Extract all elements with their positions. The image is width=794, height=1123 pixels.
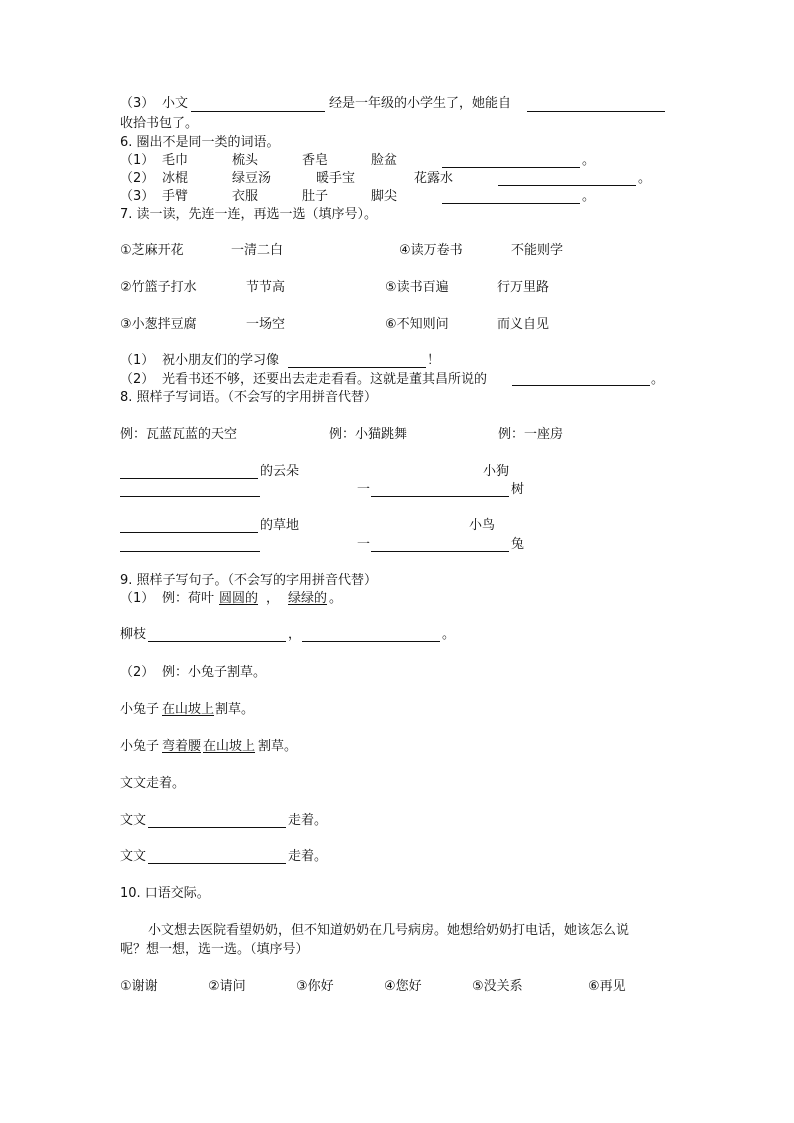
q5-item3-text-a: 小文 xyxy=(162,96,189,111)
q6-row3-word: 肚子 xyxy=(302,189,329,204)
q7-s2-end: 。 xyxy=(651,372,665,387)
q8-cloud: 的云朵 xyxy=(260,464,300,479)
q6-row1-word: 毛巾 xyxy=(162,153,189,168)
q6-row3-word: 手臂 xyxy=(162,189,189,204)
q10-option: ③你好 xyxy=(296,979,334,994)
q7-match-right: 一场空 xyxy=(246,317,286,332)
q9-s2-underlined: 在山坡上 xyxy=(162,702,215,717)
q9-e1-comma: ， xyxy=(266,591,280,606)
answer-blank[interactable] xyxy=(302,641,440,642)
q8-grass: 的草地 xyxy=(260,518,300,533)
q9-e1-pre: 例：荷叶 xyxy=(162,591,215,606)
answer-blank[interactable] xyxy=(527,111,665,112)
q6-row3-num: （3） xyxy=(120,189,155,204)
q8-title: 8. 照样子写词语。（不会写的字用拼音代替） xyxy=(120,390,378,405)
q8-tree: 树 xyxy=(511,482,525,497)
q5-item3-num: （3） xyxy=(120,96,155,111)
q9-wenwen: 文文 xyxy=(120,813,147,828)
q8-example2: 例：小猫跳舞 xyxy=(329,427,408,442)
q9-period: 。 xyxy=(442,627,456,642)
q9-wenwen-walk: 文文走着。 xyxy=(120,776,186,791)
q7-match-left: ⑤读书百遍 xyxy=(385,280,449,295)
q6-row2-num: （2） xyxy=(120,171,155,186)
q5-item3-text-b: 经是一年级的小学生了，她能自 xyxy=(329,96,512,111)
q7-s2-text: 光看书还不够，还要出去走走看看。这就是董其昌所说的 xyxy=(162,372,488,387)
q6-row3-word: 脚尖 xyxy=(371,189,398,204)
q10-paragraph-line2: 呢？想一想，选一选。（填序号） xyxy=(120,942,309,957)
q8-dash2: 一 xyxy=(357,537,371,552)
q6-row1-num: （1） xyxy=(120,153,155,168)
q6-row2-word: 花露水 xyxy=(414,171,454,186)
q6-row3-end: 。 xyxy=(582,189,596,204)
q10-option: ①谢谢 xyxy=(120,979,158,994)
q7-s2-num: （2） xyxy=(120,372,155,387)
q9-e1-underlined: 圆圆的 xyxy=(219,591,259,606)
answer-blank[interactable] xyxy=(148,863,286,864)
answer-blank[interactable] xyxy=(442,203,580,204)
q9-comma: ， xyxy=(288,627,302,642)
q9-e1-underlined: 绿绿的 xyxy=(288,591,328,606)
answer-blank[interactable] xyxy=(148,827,286,828)
q9-s3-underlined: 在山坡上 xyxy=(203,739,256,754)
answer-blank[interactable] xyxy=(148,641,286,642)
q7-match-right: 行万里路 xyxy=(497,280,550,295)
q9-zhuozhe: 走着。 xyxy=(288,813,328,828)
q9-s3-d: 割草。 xyxy=(258,739,298,754)
q9-e2-num: （2） xyxy=(120,665,155,680)
answer-blank[interactable] xyxy=(191,111,325,112)
q9-s2-a: 小兔子 xyxy=(120,702,160,717)
q6-row2-word: 暖手宝 xyxy=(316,171,356,186)
q8-example1: 例：瓦蓝瓦蓝的天空 xyxy=(120,427,238,442)
q8-bird: 小鸟 xyxy=(469,518,496,533)
q7-title: 7. 读一读，先连一连，再选一选（填序号）。 xyxy=(120,207,378,222)
q6-row1-word: 香皂 xyxy=(302,153,329,168)
q8-dash1: 一 xyxy=(357,482,371,497)
answer-blank[interactable] xyxy=(120,551,260,552)
q5-item3-text-c: 收拾书包了。 xyxy=(120,116,199,131)
answer-blank[interactable] xyxy=(371,551,509,552)
q6-row2-end: 。 xyxy=(638,171,652,186)
q9-wenwen: 文文 xyxy=(120,849,147,864)
q10-title: 10. 口语交际。 xyxy=(120,886,210,901)
q9-zhuozhe: 走着。 xyxy=(288,849,328,864)
q9-s3-underlined: 弯着腰 xyxy=(162,739,202,754)
q10-option: ⑤没关系 xyxy=(472,979,523,994)
q7-match-right: 不能则学 xyxy=(511,243,564,258)
q6-row2-word: 绿豆汤 xyxy=(232,171,272,186)
q7-match-right: 而义自见 xyxy=(497,317,550,332)
q9-e1-num: （1） xyxy=(120,591,155,606)
answer-blank[interactable] xyxy=(120,496,260,497)
q9-e1-end: 。 xyxy=(329,591,343,606)
q6-title: 6. 圈出不是同一类的词语。 xyxy=(120,135,280,150)
q7-match-left: ①芝麻开花 xyxy=(120,243,184,258)
q10-option: ⑥再见 xyxy=(588,979,626,994)
q7-s1-end: ！ xyxy=(427,353,441,368)
q10-option: ②请问 xyxy=(208,979,246,994)
q8-example3: 例：一座房 xyxy=(498,427,564,442)
answer-blank[interactable] xyxy=(120,478,258,479)
q7-s1-num: （1） xyxy=(120,353,155,368)
q9-s2-c: 割草。 xyxy=(215,702,255,717)
answer-blank[interactable] xyxy=(120,532,258,533)
q9-title: 9. 照样子写句子。（不会写的字用拼音代替） xyxy=(120,573,378,588)
q10-paragraph-line1: 小文想去医院看望奶奶，但不知道奶奶在几号病房。她想给奶奶打电话，她该怎么说 xyxy=(148,923,630,938)
q6-row1-word: 脸盆 xyxy=(371,153,398,168)
q8-dog: 小狗 xyxy=(483,464,510,479)
q7-match-right: 节节高 xyxy=(246,280,286,295)
q6-row2-word: 冰棍 xyxy=(162,171,189,186)
q7-match-left: ③小葱拌豆腐 xyxy=(120,317,197,332)
q6-row1-word: 梳头 xyxy=(232,153,259,168)
q7-match-left: ②竹篮子打水 xyxy=(120,280,197,295)
answer-blank[interactable] xyxy=(498,185,636,186)
answer-blank[interactable] xyxy=(442,167,580,168)
answer-blank[interactable] xyxy=(288,367,426,368)
q9-s3-a: 小兔子 xyxy=(120,739,160,754)
q7-match-left: ④读万卷书 xyxy=(399,243,463,258)
q7-match-left: ⑥不知则问 xyxy=(385,317,449,332)
q9-e2-text: 例：小兔子割草。 xyxy=(162,665,267,680)
answer-blank[interactable] xyxy=(512,385,650,386)
answer-blank[interactable] xyxy=(371,496,509,497)
q7-s1-text: 祝小朋友们的学习像 xyxy=(162,353,280,368)
q10-option: ④您好 xyxy=(384,979,422,994)
q9-liuzhi: 柳枝 xyxy=(120,627,147,642)
q6-row3-word: 衣服 xyxy=(232,189,259,204)
q8-rabbit: 兔 xyxy=(511,537,525,552)
q7-match-right: 一清二白 xyxy=(231,243,284,258)
q6-row1-end: 。 xyxy=(582,153,596,168)
